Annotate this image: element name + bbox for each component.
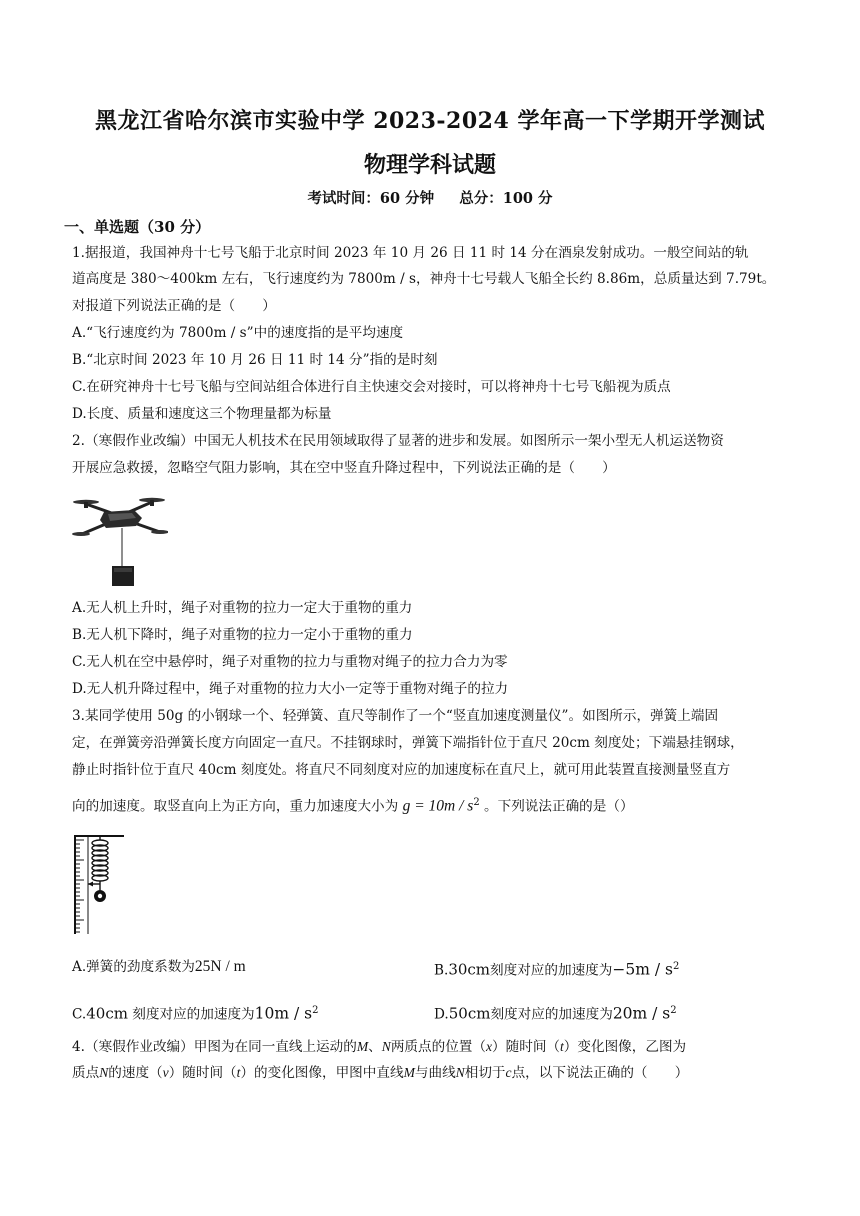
spring-coils xyxy=(92,840,108,881)
q1-line-1: 1.据报道，我国神舟十七号飞船于北京时间 2023 年 10 月 26 日 11 时 14 分在酒泉发射成功。一般空间站的轨 xyxy=(72,245,749,261)
exam-meta xyxy=(0,187,860,208)
q3-option-c-formula: 10m / s xyxy=(254,1004,313,1023)
q3-line-4 xyxy=(72,794,792,816)
q3-line-2: 定，在弹簧旁沿弹簧长度方向固定一直尺。不挂钢球时，弹簧下端指针位于直尺 20cm 刻度处；下端悬挂钢球， xyxy=(72,735,744,751)
q4-l2-n2: N xyxy=(455,1065,465,1080)
q3-option-b-scale: 30cm xyxy=(448,960,491,979)
q4-line-1 xyxy=(72,1038,792,1056)
q3-option-a-text: A.弹簧的劲度系数为 xyxy=(72,959,195,975)
q4-l2-e: 与曲线 xyxy=(414,1065,456,1081)
exam-title: 黑龙江省哈尔滨市实验中学 2023-2024 学年高一下学期开学测试 xyxy=(95,108,765,134)
q4-l2-n: N xyxy=(99,1065,109,1080)
q4-l2-v: v xyxy=(162,1065,169,1080)
q4-l1-c: 两质点的位置（ xyxy=(390,1039,486,1055)
exam-time: 考试时间：60 分钟 xyxy=(307,190,435,207)
q3-option-c-prefix: C. xyxy=(72,1006,87,1023)
q3-line-3: 静止时指针位于直尺 40cm 刻度处。将直尺不同刻度对应的加速度标在直尺上，就可用此装置直接测量竖直方 xyxy=(72,762,731,778)
q3-option-b-formula: −5m / s xyxy=(612,960,673,979)
q4-l1-x: x xyxy=(486,1039,493,1054)
q4-l1-a: 4.（寒假作业改编）甲图为在同一直线上运动的 xyxy=(72,1039,357,1055)
q3-line-1: 3.某同学使用 50g 的小钢球一个、轻弹簧、直尺等制作了一个“竖直加速度测量仪”。如图所示，弹簧上端固 xyxy=(72,708,719,724)
q1-option-c: C.在研究神舟十七号飞船与空间站组合体进行自主快速交会对接时，可以将神舟十七号飞船视为质点 xyxy=(72,379,671,395)
q2-option-b: B.无人机下降时，绳子对重物的拉力一定小于重物的重力 xyxy=(72,627,413,643)
ruler-ticks xyxy=(75,840,84,932)
q3-option-a xyxy=(72,958,246,976)
q3-option-b-text: 刻度对应的加速度为 xyxy=(490,962,613,979)
q4-l2-t: t xyxy=(236,1065,241,1080)
total-score: 总分：100 分 xyxy=(459,190,553,207)
q2-option-c: C.无人机在空中悬停时，绳子对重物的拉力与重物对绳子的拉力合力为零 xyxy=(72,654,508,670)
q3-option-c-text: 刻度对应的加速度为 xyxy=(127,1006,255,1023)
q4-l2-g: 点，以下说法正确的（ ） xyxy=(511,1065,689,1081)
q3-line-4-tail: 。下列说法正确的是（） xyxy=(484,798,634,815)
q3-option-d-text: 刻度对应的加速度为 xyxy=(490,1006,613,1023)
q3-option-d-formula: 20m / s xyxy=(612,1004,671,1023)
q2-option-d: D.无人机升降过程中，绳子对重物的拉力大小一定等于重物对绳子的拉力 xyxy=(72,681,509,697)
q1-option-b: B.“北京时间 2023 年 10 月 26 日 11 时 14 分”指的是时刻 xyxy=(72,352,438,368)
exam-subtitle: 物理学科试题 xyxy=(363,152,496,178)
q4-l1-b: 、 xyxy=(368,1039,382,1055)
q3-option-b-exponent: 2 xyxy=(672,961,680,972)
q1-line-2: 道高度是 380～400km 左右，飞行速度约为 7800m / s，神舟十七号载人飞船全长约 8.86m，总质量达到 7.79t。 xyxy=(72,271,776,287)
q1-option-a: A.“飞行速度约为 7800m / s”中的速度指的是平均速度 xyxy=(72,325,404,341)
gravity-exponent: 2 xyxy=(473,797,480,808)
q4-l2-d: ）的变化图像，甲图中直线 xyxy=(240,1065,404,1081)
q4-l2-c: ）随时间（ xyxy=(168,1065,237,1081)
q2-option-a: A.无人机上升时，绳子对重物的拉力一定大于重物的重力 xyxy=(72,600,413,616)
q1-option-d: D.长度、质量和速度这三个物理量都为标量 xyxy=(72,406,332,422)
q3-option-d xyxy=(434,1002,677,1024)
q4-line-2 xyxy=(72,1064,792,1082)
q4-l2-b: 的速度（ xyxy=(108,1065,163,1081)
q4-l1-n: N xyxy=(381,1039,391,1054)
q4-l1-m: M xyxy=(356,1039,369,1054)
q3-option-c xyxy=(72,1002,318,1024)
q2-line-1: 2.（寒假作业改编）中国无人机技术在民用领域取得了显著的进步和发展。如图所示一架小型无人机运送物资 xyxy=(72,433,724,449)
gravity-formula: g = 10m / s xyxy=(402,797,474,815)
spring-ruler-figure xyxy=(72,832,126,938)
q3-option-b xyxy=(434,958,679,980)
q4-l2-a: 质点 xyxy=(72,1065,100,1081)
q4-l1-t: t xyxy=(560,1039,564,1054)
q4-l1-e: ）变化图像，乙图为 xyxy=(563,1039,687,1055)
q1-line-3: 对报道下列说法正确的是（ ） xyxy=(72,298,276,314)
q3-option-a-formula: 25N / m xyxy=(194,958,246,975)
section-heading: 一、单选题（30 分） xyxy=(64,218,211,236)
q3-option-d-exponent: 2 xyxy=(670,1005,677,1016)
q4-l2-point-c: c xyxy=(505,1065,512,1080)
q3-option-c-exponent: 2 xyxy=(312,1005,319,1016)
q2-line-2: 开展应急救援，忽略空气阻力影响，其在空中竖直升降过程中，下列说法正确的是（ ） xyxy=(72,460,616,476)
q3-option-d-scale: 50cm xyxy=(448,1004,491,1023)
q3-option-d-prefix: D. xyxy=(434,1006,449,1023)
q4-l2-m: M xyxy=(403,1065,415,1080)
q3-option-c-scale: 40cm xyxy=(86,1004,128,1023)
q4-l2-f: 相切于 xyxy=(464,1065,506,1081)
q4-l1-d: ）随时间（ xyxy=(492,1039,561,1055)
drone-figure xyxy=(72,488,168,592)
q3-line-4-text: 向的加速度。取竖直向上为正方向，重力加速度大小为 xyxy=(72,798,399,815)
q3-option-b-prefix: B. xyxy=(434,962,449,979)
